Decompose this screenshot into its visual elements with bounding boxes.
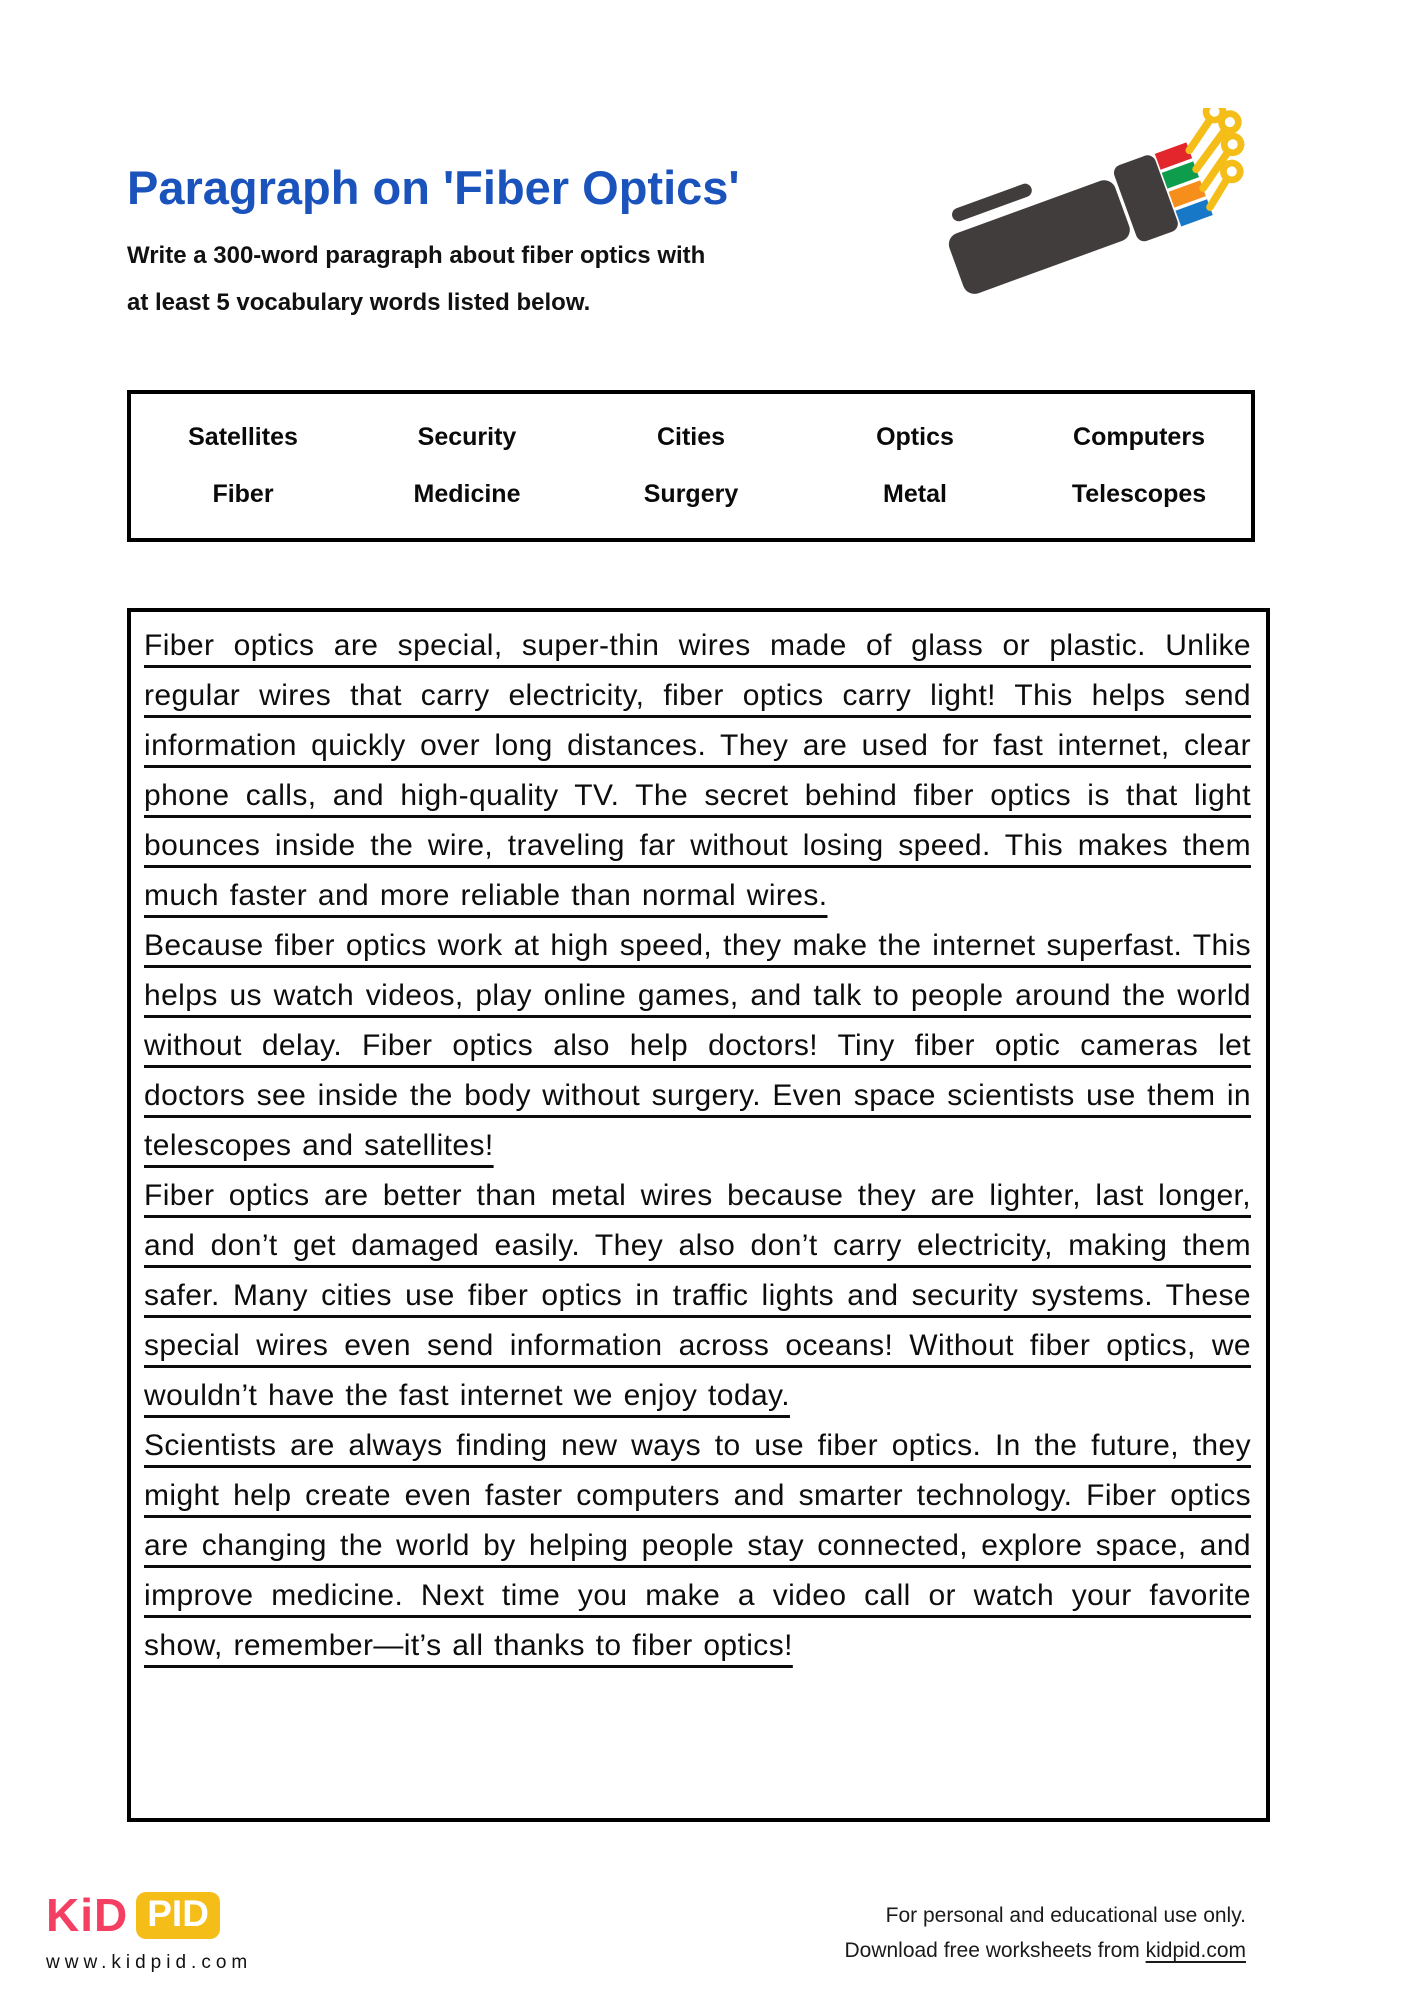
vocabulary-word: Cities <box>656 422 726 451</box>
logo-pid-text: PID <box>136 1892 220 1939</box>
logo-kid-text: KiD <box>46 1889 129 1941</box>
essay-paragraph: Fiber optics are special, super-thin wires made of glass or plastic. Unlike regular wires that carry electricity, fiber optics carry light! This helps send information quickly over long distances. They are used for fast internet, clear phone calls, and high-quality TV. The secret behind fiber optics is that light bounces inside the wire, traveling far without losing speed. This makes them much faster and more reliable than normal wires. <box>144 629 1251 912</box>
vocabulary-word: Fiber <box>212 480 274 509</box>
kidpid-logo <box>46 1888 252 1942</box>
subtitle-line-1: Write a 300-word paragraph about fiber optics with <box>127 241 706 269</box>
essay-paragraph: Scientists are always finding new ways to use fiber optics. In the future, they might help create even faster computers and smarter technology. Fiber optics are changing the world by helping people stay connected, explore space, and improve medicine. Next time you make a video call or watch your favorite show, remember—it’s all thanks to fiber optics! <box>144 1429 1251 1662</box>
vocabulary-box <box>127 390 1255 542</box>
usage-note <box>844 1898 1246 1968</box>
vocabulary-word: Optics <box>876 422 954 451</box>
fiber-optic-cable-icon <box>935 108 1271 318</box>
usage-note-line-1: For personal and educational use only. <box>885 1904 1246 1927</box>
header <box>127 162 740 326</box>
kidpid-link[interactable]: kidpid.com <box>1145 1939 1246 1962</box>
essay-box <box>127 608 1270 1822</box>
website-url: www.kidpid.com <box>46 1952 253 1973</box>
essay-paragraph: Because fiber optics work at high speed, they make the internet superfast. This helps us watch videos, play online games, and talk to people around the world without delay. Fiber optics also help doctors! Tiny fiber optic cameras let doctors see inside the body without surgery. Even space scientists use them in telescopes and satellites! <box>144 929 1251 1162</box>
vocabulary-word: Satellites <box>188 422 298 451</box>
subtitle-line-2: at least 5 vocabulary words listed below. <box>127 288 591 316</box>
usage-note-line-2 <box>844 1933 1246 1968</box>
subtitle <box>127 232 740 326</box>
vocabulary-word: Surgery <box>643 480 739 509</box>
page-title: Paragraph on 'Fiber Optics' <box>127 161 740 214</box>
usage-note-line-2-text: Download free worksheets from <box>844 1939 1146 1962</box>
vocabulary-word: Medicine <box>413 480 521 509</box>
vocabulary-word: Metal <box>883 480 947 509</box>
vocabulary-word: Telescopes <box>1071 480 1207 509</box>
footer-brand <box>46 1888 252 1974</box>
essay-paragraph: Fiber optics are better than metal wires because they are lighter, last longer, and don’t get damaged easily. They also don’t carry electricity, making them safer. Many cities use fiber optics in traffic lights and security systems. These special wires even send information across oceans! Without fiber optics, we wouldn’t have the fast internet we enjoy today. <box>144 1179 1251 1412</box>
vocabulary-word: Computers <box>1073 422 1205 451</box>
vocabulary-word: Security <box>417 422 517 451</box>
